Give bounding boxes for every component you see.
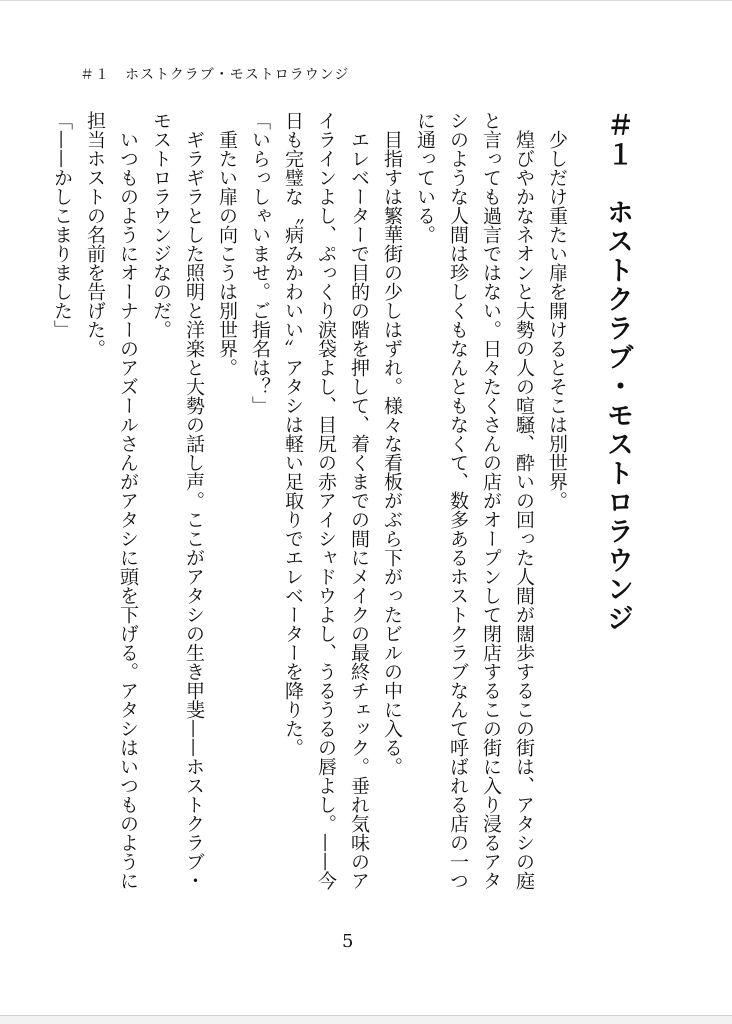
page-number: 5: [342, 931, 354, 952]
paragraph: エレベーターで目的の階を押して、着くまでの間にメイクの最終チェック。垂れ気味のアイラインよし、ぷっくり涙袋よし、目尻の赤アイシャドウよし、うるうるの唇よし。——今日も完璧な〝病みかわいい〟アタシは軽い足取りでエレベーターを降りた。: [282, 111, 370, 890]
paragraph: ギラギラとした照明と洋楽と大勢の話し声。ここがアタシの生き甲斐——ホストクラブ・モストロラウンジなのだ。: [150, 111, 205, 890]
running-head: ＃１ ホストクラブ・モストロラウンジ: [80, 67, 350, 83]
chapter-title: ＃１ ホストクラブ・モストロラウンジ: [602, 111, 633, 633]
paragraph: 煌びやかなネオンと大勢の人の喧騒、酔いの回った人間が闊歩するこの街は、アタシの庭と言っても過言ではない。日々たくさんの店がオープンして閉店するこの街に入り浸るアタシのような人間は珍しくもなんともなくて、数多あるホストクラブなんて呼ばれる店の一つに通っている。: [414, 111, 535, 890]
vertical-text-block: [45, 111, 637, 901]
dialogue-line: 「いらっしゃいませ。ご指名は？」: [249, 111, 271, 415]
paragraph: 重たい扉の向こうは別世界。: [216, 130, 238, 377]
dialogue-line: 「——かしこまりました」: [51, 111, 73, 339]
paragraph: 少しだけ重たい扉を開けるとそこは別世界。: [546, 130, 568, 510]
paragraph: いつものようにオーナーのアズールさんがアタシに頭を下げる。アタシはいつものように担当ホストの名前を告げた。: [84, 111, 139, 890]
paragraph: 目指すは繁華街の少しはずれ。様々な看板がぶら下がったビルの中に入る。: [381, 130, 403, 776]
